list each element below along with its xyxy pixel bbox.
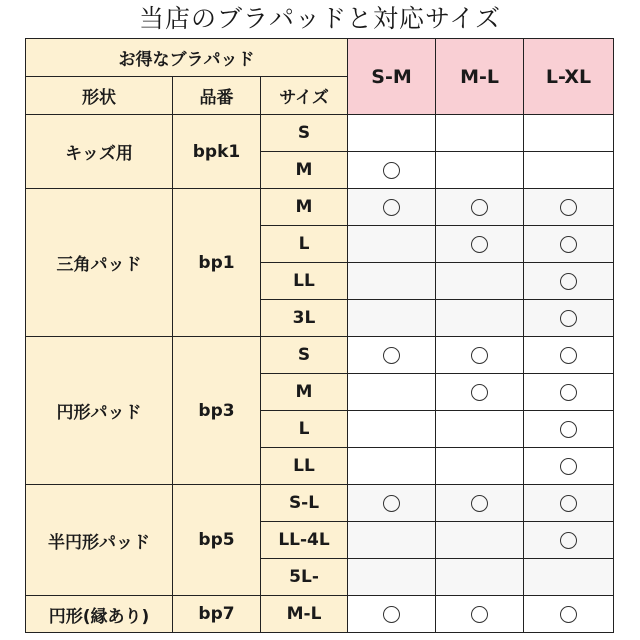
product-code: bpk1 [173, 115, 261, 189]
pad-size: M [261, 152, 348, 189]
compat-cell [348, 152, 436, 189]
circle-mark-icon [383, 347, 400, 364]
compat-cell [436, 115, 524, 152]
compat-cell [436, 152, 524, 189]
compat-cell [524, 522, 614, 559]
size-table [25, 38, 614, 633]
compat-cell [524, 337, 614, 374]
pad-size: S [261, 115, 348, 152]
table-body [26, 115, 614, 633]
page-title: 当店のブラパッドと対応サイズ [138, 4, 501, 33]
circle-mark-icon [560, 310, 577, 327]
circle-mark-icon [560, 273, 577, 290]
product-code: bp1 [173, 189, 261, 337]
table-row [26, 337, 614, 374]
code-column-header: 品番 [173, 77, 261, 115]
circle-mark-icon [471, 199, 488, 216]
compat-cell [348, 485, 436, 522]
circle-mark-icon [560, 421, 577, 438]
size-column-header: サイズ [261, 77, 348, 115]
circle-mark-icon [560, 347, 577, 364]
pad-size: M [261, 189, 348, 226]
product-code: bp5 [173, 485, 261, 596]
compat-cell [436, 448, 524, 485]
compat-cell [524, 485, 614, 522]
circle-mark-icon [471, 606, 488, 623]
bra-size-header-m-l: M-L [436, 39, 524, 115]
product-shape: 三角パッド [26, 189, 173, 337]
circle-mark-icon [560, 384, 577, 401]
compat-cell [348, 448, 436, 485]
product-shape: キッズ用 [26, 115, 173, 189]
compat-cell [436, 189, 524, 226]
circle-mark-icon [471, 347, 488, 364]
circle-mark-icon [560, 532, 577, 549]
pad-size: LL-4L [261, 522, 348, 559]
compat-cell [348, 300, 436, 337]
compat-cell [524, 596, 614, 633]
compat-cell [436, 374, 524, 411]
bra-size-header-l-xl: L-XL [524, 39, 614, 115]
pad-size: L [261, 411, 348, 448]
table-row [26, 189, 614, 226]
compat-cell [436, 522, 524, 559]
table-row [26, 485, 614, 522]
compat-cell [524, 226, 614, 263]
compat-cell [348, 559, 436, 596]
circle-mark-icon [560, 606, 577, 623]
compat-cell [348, 115, 436, 152]
circle-mark-icon [383, 162, 400, 179]
compat-cell [436, 596, 524, 633]
group-header: お得なブラパッド [26, 39, 348, 77]
compat-cell [524, 189, 614, 226]
compat-cell [348, 337, 436, 374]
compat-cell [348, 226, 436, 263]
circle-mark-icon [560, 199, 577, 216]
circle-mark-icon [471, 384, 488, 401]
compat-cell [436, 411, 524, 448]
table-row [26, 596, 614, 633]
product-shape: 円形(縁あり) [26, 596, 173, 633]
compat-cell [348, 374, 436, 411]
pad-size: L [261, 226, 348, 263]
compat-cell [348, 411, 436, 448]
compat-cell [436, 337, 524, 374]
shape-column-header: 形状 [26, 77, 173, 115]
circle-mark-icon [560, 458, 577, 475]
pad-size: M [261, 374, 348, 411]
pad-size: 3L [261, 300, 348, 337]
compat-cell [436, 559, 524, 596]
compat-cell [524, 559, 614, 596]
circle-mark-icon [560, 495, 577, 512]
circle-mark-icon [383, 199, 400, 216]
product-shape: 円形パッド [26, 337, 173, 485]
compat-cell [524, 411, 614, 448]
product-shape: 半円形パッド [26, 485, 173, 596]
pad-size: S-L [261, 485, 348, 522]
compat-cell [436, 226, 524, 263]
compat-cell [524, 115, 614, 152]
pad-size: LL [261, 448, 348, 485]
circle-mark-icon [560, 236, 577, 253]
compat-cell [348, 189, 436, 226]
compat-cell [524, 263, 614, 300]
compat-cell [348, 596, 436, 633]
compat-cell [436, 300, 524, 337]
pad-size: LL [261, 263, 348, 300]
table-row [26, 115, 614, 152]
circle-mark-icon [471, 236, 488, 253]
pad-size: M-L [261, 596, 348, 633]
compat-cell [524, 300, 614, 337]
pad-size: 5L- [261, 559, 348, 596]
circle-mark-icon [383, 495, 400, 512]
compat-cell [348, 263, 436, 300]
product-code: bp3 [173, 337, 261, 485]
product-code: bp7 [173, 596, 261, 633]
compat-cell [348, 522, 436, 559]
circle-mark-icon [471, 495, 488, 512]
compat-cell [524, 448, 614, 485]
bra-size-header-s-m: S-M [348, 39, 436, 115]
compat-cell [436, 485, 524, 522]
compat-cell [524, 374, 614, 411]
pad-size: S [261, 337, 348, 374]
compat-cell [524, 152, 614, 189]
circle-mark-icon [383, 606, 400, 623]
compat-cell [436, 263, 524, 300]
